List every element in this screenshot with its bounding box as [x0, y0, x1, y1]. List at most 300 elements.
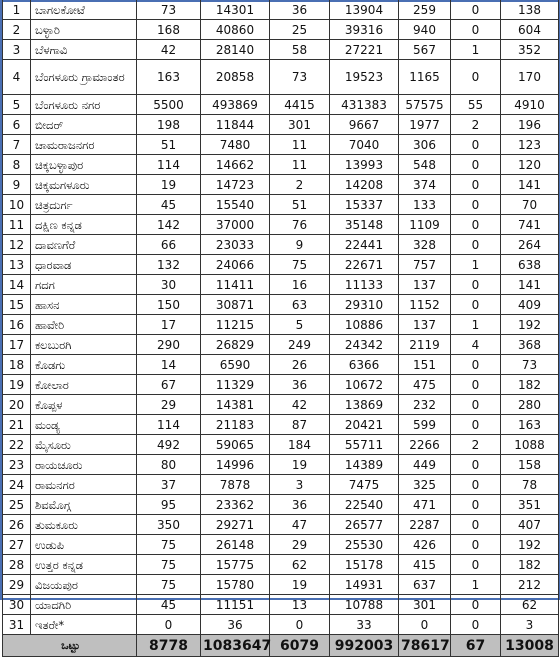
cell-deaths-new: 0	[451, 275, 501, 295]
cell-discharged: 55711	[330, 435, 399, 455]
cell-new-cases: 36	[270, 375, 330, 395]
cell-new-cases: 2	[270, 175, 330, 195]
cell-discharged: 9667	[330, 115, 399, 135]
row-serial-number: 17	[3, 335, 31, 355]
cell-discharged: 7475	[330, 475, 399, 495]
cell-new-cases: 36	[270, 495, 330, 515]
district-name: ಯಾದಗಿರಿ	[31, 595, 137, 615]
cell-active-cases: 30	[137, 275, 201, 295]
cell-deaths-new: 0	[451, 615, 501, 635]
district-name: ಇತರೇ*	[31, 615, 137, 635]
cell-active-col: 328	[399, 235, 451, 255]
cell-total-deaths: 604	[501, 20, 559, 40]
district-name: ಕೋಲಾರ	[31, 375, 137, 395]
cell-total-deaths: 141	[501, 175, 559, 195]
cell-new-cases: 11	[270, 155, 330, 175]
district-name: ಮಂಡ್ಯ	[31, 415, 137, 435]
cell-total-cases: 24066	[201, 255, 270, 275]
cell-active-cases: 80	[137, 455, 201, 475]
cell-total-cases: 23362	[201, 495, 270, 515]
cell-deaths-new: 1	[451, 575, 501, 595]
cell-active-col: 137	[399, 275, 451, 295]
total-deaths-new: 67	[451, 635, 501, 657]
table-row	[3, 595, 559, 615]
cell-total-deaths: 73	[501, 355, 559, 375]
cell-discharged: 13904	[330, 0, 399, 20]
cell-total-cases: 7480	[201, 135, 270, 155]
row-serial-number: 11	[3, 215, 31, 235]
table-row	[3, 40, 559, 60]
table-row	[3, 235, 559, 255]
cell-total-cases: 14301	[201, 0, 270, 20]
cell-total-deaths: 4910	[501, 95, 559, 115]
table-row	[3, 535, 559, 555]
row-serial-number: 8	[3, 155, 31, 175]
district-name: ದಾವಣಗೆರೆ	[31, 235, 137, 255]
cell-deaths-new: 0	[451, 495, 501, 515]
cell-total-deaths: 120	[501, 155, 559, 175]
cell-active-cases: 290	[137, 335, 201, 355]
cell-active-cases: 168	[137, 20, 201, 40]
cell-deaths-new: 0	[451, 375, 501, 395]
total-row	[3, 635, 559, 657]
district-name: ಕೊಪ್ಪಳ	[31, 395, 137, 415]
cell-deaths-new: 1	[451, 255, 501, 275]
row-serial-number: 6	[3, 115, 31, 135]
cell-total-cases: 14723	[201, 175, 270, 195]
district-name: ಕಲಬುರಗಿ	[31, 335, 137, 355]
cell-discharged: 19523	[330, 60, 399, 95]
row-serial-number: 29	[3, 575, 31, 595]
cell-active-col: 2119	[399, 335, 451, 355]
table-row	[3, 555, 559, 575]
cell-active-cases: 51	[137, 135, 201, 155]
cell-discharged: 25530	[330, 535, 399, 555]
cell-active-cases: 73	[137, 0, 201, 20]
cell-new-cases: 184	[270, 435, 330, 455]
cell-total-deaths: 182	[501, 555, 559, 575]
cell-deaths-new: 0	[451, 0, 501, 20]
cell-discharged: 11133	[330, 275, 399, 295]
cell-total-deaths: 212	[501, 575, 559, 595]
cell-total-cases: 28140	[201, 40, 270, 60]
cell-deaths-new: 55	[451, 95, 501, 115]
row-serial-number: 5	[3, 95, 31, 115]
cell-discharged: 15178	[330, 555, 399, 575]
cell-total-cases: 40860	[201, 20, 270, 40]
cell-deaths-new: 0	[451, 455, 501, 475]
row-serial-number: 7	[3, 135, 31, 155]
table-row	[3, 20, 559, 40]
cell-active-cases: 132	[137, 255, 201, 275]
cell-discharged: 35148	[330, 215, 399, 235]
row-serial-number: 9	[3, 175, 31, 195]
table-row	[3, 135, 559, 155]
cell-total-deaths: 192	[501, 315, 559, 335]
cell-total-deaths: 352	[501, 40, 559, 60]
cell-total-cases: 15540	[201, 195, 270, 215]
table-row	[3, 195, 559, 215]
cell-total-cases: 59065	[201, 435, 270, 455]
cell-deaths-new: 0	[451, 475, 501, 495]
cell-new-cases: 36	[270, 0, 330, 20]
cell-new-cases: 11	[270, 135, 330, 155]
cell-total-cases: 11844	[201, 115, 270, 135]
cell-discharged: 13869	[330, 395, 399, 415]
cell-active-col: 2287	[399, 515, 451, 535]
cell-new-cases: 75	[270, 255, 330, 275]
district-name: ದಕ್ಷಿಣ ಕನ್ನಡ	[31, 215, 137, 235]
cell-active-col: 301	[399, 595, 451, 615]
row-serial-number: 18	[3, 355, 31, 375]
table-row	[3, 575, 559, 595]
cell-deaths-new: 0	[451, 595, 501, 615]
row-serial-number: 22	[3, 435, 31, 455]
table-row	[3, 475, 559, 495]
row-serial-number: 14	[3, 275, 31, 295]
cell-active-col: 567	[399, 40, 451, 60]
total-total-cases: 1083647	[201, 635, 270, 657]
table-row	[3, 455, 559, 475]
cell-active-col: 548	[399, 155, 451, 175]
cell-active-col: 1152	[399, 295, 451, 315]
cell-active-col: 133	[399, 195, 451, 215]
district-name: ಚಾಮರಾಜನಗರ	[31, 135, 137, 155]
cell-new-cases: 19	[270, 455, 330, 475]
table-row	[3, 95, 559, 115]
cell-total-deaths: 407	[501, 515, 559, 535]
total-active-col: 78617	[399, 635, 451, 657]
cell-discharged: 33	[330, 615, 399, 635]
cell-deaths-new: 0	[451, 215, 501, 235]
row-serial-number: 16	[3, 315, 31, 335]
cell-total-cases: 11215	[201, 315, 270, 335]
table-row	[3, 515, 559, 535]
cell-total-cases: 23033	[201, 235, 270, 255]
cell-total-cases: 493869	[201, 95, 270, 115]
cell-active-col: 471	[399, 495, 451, 515]
cell-deaths-new: 0	[451, 135, 501, 155]
cell-deaths-new: 2	[451, 115, 501, 135]
cell-total-deaths: 280	[501, 395, 559, 415]
row-serial-number: 10	[3, 195, 31, 215]
table-row	[3, 175, 559, 195]
cell-active-cases: 95	[137, 495, 201, 515]
total-total-deaths: 13008	[501, 635, 559, 657]
row-serial-number: 1	[3, 0, 31, 20]
cell-active-col: 1977	[399, 115, 451, 135]
table-row	[3, 115, 559, 135]
row-serial-number: 31	[3, 615, 31, 635]
cell-discharged: 26577	[330, 515, 399, 535]
district-name: ಚಿಕ್ಕಬಳ್ಳಾಪುರ	[31, 155, 137, 175]
table-row	[3, 255, 559, 275]
cell-active-cases: 150	[137, 295, 201, 315]
row-serial-number: 23	[3, 455, 31, 475]
cell-new-cases: 51	[270, 195, 330, 215]
cell-discharged: 29310	[330, 295, 399, 315]
cell-active-cases: 492	[137, 435, 201, 455]
cell-new-cases: 42	[270, 395, 330, 415]
table-row	[3, 495, 559, 515]
cell-total-deaths: 3	[501, 615, 559, 635]
cell-total-cases: 29271	[201, 515, 270, 535]
district-name: ರಾಯಚೂರು	[31, 455, 137, 475]
cell-total-deaths: 264	[501, 235, 559, 255]
cell-total-deaths: 163	[501, 415, 559, 435]
cell-active-cases: 350	[137, 515, 201, 535]
row-serial-number: 13	[3, 255, 31, 275]
cell-discharged: 39316	[330, 20, 399, 40]
district-name: ಉತ್ತರ ಕನ್ನಡ	[31, 555, 137, 575]
cell-active-col: 1165	[399, 60, 451, 95]
cell-new-cases: 3	[270, 475, 330, 495]
cell-active-cases: 75	[137, 575, 201, 595]
cell-discharged: 431383	[330, 95, 399, 115]
cell-new-cases: 87	[270, 415, 330, 435]
cell-total-cases: 11411	[201, 275, 270, 295]
cell-discharged: 22671	[330, 255, 399, 275]
row-serial-number: 19	[3, 375, 31, 395]
table-row	[3, 375, 559, 395]
row-serial-number: 3	[3, 40, 31, 60]
table-row	[3, 395, 559, 415]
table-row	[3, 295, 559, 315]
table-row	[3, 435, 559, 455]
total-discharged: 992003	[330, 635, 399, 657]
cell-discharged: 7040	[330, 135, 399, 155]
cell-deaths-new: 0	[451, 175, 501, 195]
cell-active-cases: 163	[137, 60, 201, 95]
cell-total-cases: 37000	[201, 215, 270, 235]
cell-total-cases: 6590	[201, 355, 270, 375]
cell-active-cases: 42	[137, 40, 201, 60]
cell-total-cases: 11329	[201, 375, 270, 395]
cell-total-deaths: 351	[501, 495, 559, 515]
row-serial-number: 15	[3, 295, 31, 315]
cell-new-cases: 16	[270, 275, 330, 295]
row-serial-number: 27	[3, 535, 31, 555]
cell-total-deaths: 182	[501, 375, 559, 395]
cell-deaths-new: 0	[451, 535, 501, 555]
table-row	[3, 355, 559, 375]
cell-active-col: 2266	[399, 435, 451, 455]
row-serial-number: 24	[3, 475, 31, 495]
cell-deaths-new: 0	[451, 415, 501, 435]
cell-deaths-new: 4	[451, 335, 501, 355]
cell-discharged: 15337	[330, 195, 399, 215]
district-name: ಧಾರವಾಡ	[31, 255, 137, 275]
cell-active-cases: 17	[137, 315, 201, 335]
cell-new-cases: 9	[270, 235, 330, 255]
cell-active-cases: 142	[137, 215, 201, 235]
total-active-cases: 8778	[137, 635, 201, 657]
cell-deaths-new: 1	[451, 315, 501, 335]
cell-total-deaths: 70	[501, 195, 559, 215]
district-covid-table	[2, 0, 559, 657]
cell-active-col: 57575	[399, 95, 451, 115]
cell-total-deaths: 1088	[501, 435, 559, 455]
table-row	[3, 335, 559, 355]
cell-new-cases: 19	[270, 575, 330, 595]
district-name: ಹಾವೇರಿ	[31, 315, 137, 335]
cell-total-deaths: 192	[501, 535, 559, 555]
cell-active-cases: 66	[137, 235, 201, 255]
district-name: ವಿಜಯಪುರ	[31, 575, 137, 595]
cell-active-col: 599	[399, 415, 451, 435]
cell-active-cases: 114	[137, 415, 201, 435]
district-name: ಶಿವಮೊಗ್ಗ	[31, 495, 137, 515]
cell-discharged: 14208	[330, 175, 399, 195]
cell-total-cases: 15775	[201, 555, 270, 575]
cell-active-cases: 114	[137, 155, 201, 175]
cell-active-col: 426	[399, 535, 451, 555]
cell-new-cases: 29	[270, 535, 330, 555]
cell-total-deaths: 62	[501, 595, 559, 615]
cell-active-cases: 5500	[137, 95, 201, 115]
cell-total-cases: 20858	[201, 60, 270, 95]
row-serial-number: 4	[3, 60, 31, 95]
cell-new-cases: 73	[270, 60, 330, 95]
district-name: ಬಳ್ಳಾರಿ	[31, 20, 137, 40]
cell-discharged: 13993	[330, 155, 399, 175]
cell-deaths-new: 0	[451, 555, 501, 575]
cell-discharged: 10672	[330, 375, 399, 395]
cell-total-cases: 26829	[201, 335, 270, 355]
cell-new-cases: 5	[270, 315, 330, 335]
cell-total-cases: 14996	[201, 455, 270, 475]
cell-active-cases: 19	[137, 175, 201, 195]
cell-active-cases: 14	[137, 355, 201, 375]
cell-active-cases: 45	[137, 595, 201, 615]
cell-discharged: 24342	[330, 335, 399, 355]
district-name: ಕೊಡಗು	[31, 355, 137, 375]
cell-deaths-new: 1	[451, 40, 501, 60]
table-row	[3, 155, 559, 175]
cell-deaths-new: 0	[451, 355, 501, 375]
table-row	[3, 615, 559, 635]
cell-total-deaths: 741	[501, 215, 559, 235]
cell-new-cases: 47	[270, 515, 330, 535]
cell-active-col: 1109	[399, 215, 451, 235]
cell-new-cases: 58	[270, 40, 330, 60]
cell-discharged: 14389	[330, 455, 399, 475]
cell-new-cases: 301	[270, 115, 330, 135]
cell-total-deaths: 78	[501, 475, 559, 495]
cell-discharged: 10788	[330, 595, 399, 615]
row-serial-number: 28	[3, 555, 31, 575]
cell-discharged: 20421	[330, 415, 399, 435]
total-label: ಒಟ್ಟು	[3, 635, 137, 657]
cell-active-col: 757	[399, 255, 451, 275]
table-body	[3, 0, 559, 657]
district-name: ಹಾಸನ	[31, 295, 137, 315]
district-name: ಗದಗ	[31, 275, 137, 295]
row-serial-number: 30	[3, 595, 31, 615]
cell-total-deaths: 196	[501, 115, 559, 135]
cell-total-deaths: 138	[501, 0, 559, 20]
total-new-cases: 6079	[270, 635, 330, 657]
table-row	[3, 0, 559, 20]
cell-active-col: 259	[399, 0, 451, 20]
cell-discharged: 14931	[330, 575, 399, 595]
district-name: ಬೆಳಗಾವಿ	[31, 40, 137, 60]
row-serial-number: 2	[3, 20, 31, 40]
district-name: ಬೀದರ್	[31, 115, 137, 135]
cell-active-cases: 75	[137, 535, 201, 555]
cell-deaths-new: 0	[451, 60, 501, 95]
cell-active-col: 475	[399, 375, 451, 395]
cell-active-col: 137	[399, 315, 451, 335]
cell-total-cases: 26148	[201, 535, 270, 555]
cell-new-cases: 63	[270, 295, 330, 315]
cell-total-cases: 14662	[201, 155, 270, 175]
table-row	[3, 215, 559, 235]
cell-new-cases: 13	[270, 595, 330, 615]
table-row	[3, 275, 559, 295]
table-row	[3, 315, 559, 335]
cell-new-cases: 4415	[270, 95, 330, 115]
cell-active-col: 306	[399, 135, 451, 155]
cell-discharged: 6366	[330, 355, 399, 375]
row-serial-number: 21	[3, 415, 31, 435]
cell-active-col: 374	[399, 175, 451, 195]
cell-deaths-new: 0	[451, 515, 501, 535]
cell-total-cases: 7878	[201, 475, 270, 495]
district-name: ಉಡುಪಿ	[31, 535, 137, 555]
cell-deaths-new: 0	[451, 155, 501, 175]
cell-active-col: 415	[399, 555, 451, 575]
cell-new-cases: 26	[270, 355, 330, 375]
district-name: ಬೆಂಗಳೂರು ನಗರ	[31, 95, 137, 115]
cell-active-col: 232	[399, 395, 451, 415]
table-row	[3, 415, 559, 435]
cell-deaths-new: 0	[451, 195, 501, 215]
cell-active-col: 0	[399, 615, 451, 635]
district-name: ಚಿತ್ರದುರ್ಗ	[31, 195, 137, 215]
row-serial-number: 26	[3, 515, 31, 535]
cell-active-col: 637	[399, 575, 451, 595]
cell-new-cases: 0	[270, 615, 330, 635]
cell-total-cases: 30871	[201, 295, 270, 315]
cell-active-cases: 45	[137, 195, 201, 215]
cell-active-cases: 0	[137, 615, 201, 635]
table-row	[3, 60, 559, 95]
cell-deaths-new: 2	[451, 435, 501, 455]
district-name: ರಾಮನಗರ	[31, 475, 137, 495]
cell-active-cases: 67	[137, 375, 201, 395]
district-name: ಬೆಂಗಳೂರು ಗ್ರಾಮಾಂತರ	[31, 60, 137, 95]
district-name: ತುಮಕೂರು	[31, 515, 137, 535]
cell-active-cases: 75	[137, 555, 201, 575]
cell-discharged: 27221	[330, 40, 399, 60]
cell-total-deaths: 123	[501, 135, 559, 155]
cell-discharged: 10886	[330, 315, 399, 335]
cell-deaths-new: 0	[451, 295, 501, 315]
cell-discharged: 22540	[330, 495, 399, 515]
row-serial-number: 25	[3, 495, 31, 515]
cell-active-col: 151	[399, 355, 451, 375]
cell-active-col: 325	[399, 475, 451, 495]
cell-active-col: 449	[399, 455, 451, 475]
cell-new-cases: 25	[270, 20, 330, 40]
cell-deaths-new: 0	[451, 20, 501, 40]
cell-active-cases: 37	[137, 475, 201, 495]
cell-active-cases: 29	[137, 395, 201, 415]
district-name: ಬಾಗಲಕೋಟೆ	[31, 0, 137, 20]
cell-total-cases: 14381	[201, 395, 270, 415]
cell-total-deaths: 368	[501, 335, 559, 355]
